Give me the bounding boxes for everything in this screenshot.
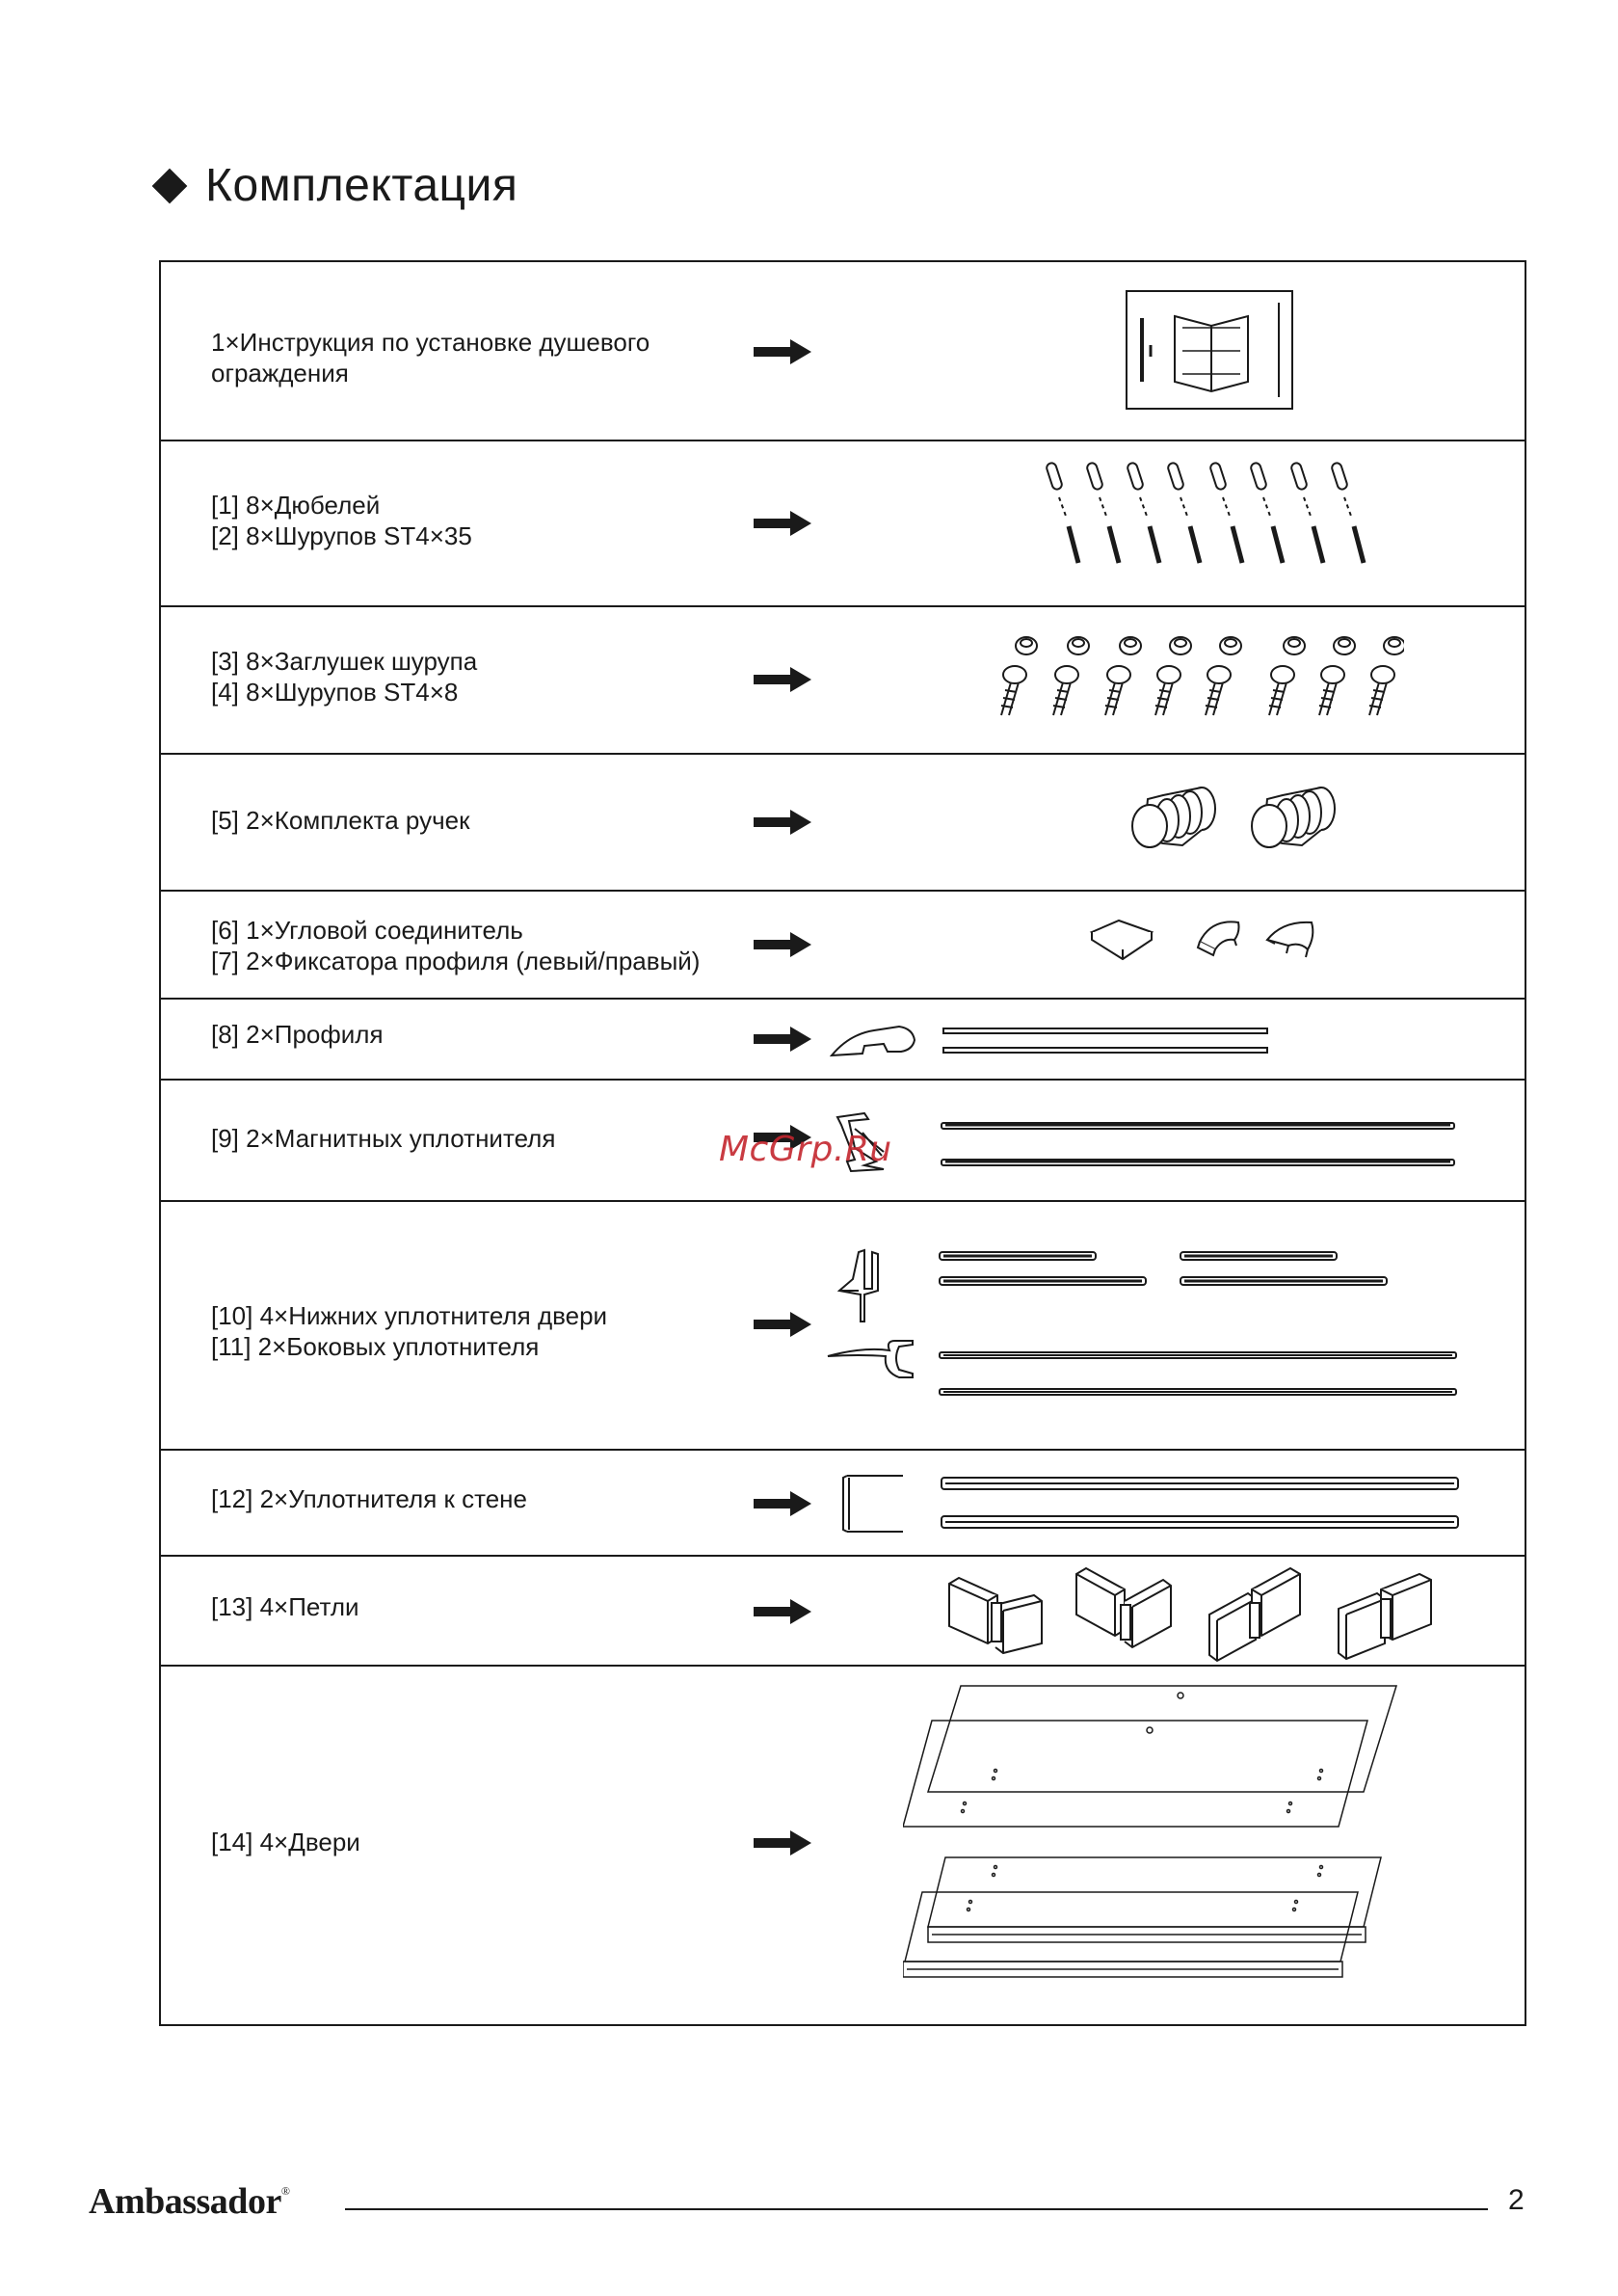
hinges-icon xyxy=(947,1566,1468,1663)
item-line: [13] 4×Петли xyxy=(211,1592,359,1621)
item-label xyxy=(211,1123,555,1154)
item-line: 1×Инструкция по установке душевого xyxy=(211,328,650,357)
brand-name: Ambassador xyxy=(89,2181,281,2222)
manual-booklet-icon xyxy=(1125,289,1298,413)
arrow-right-icon xyxy=(754,1025,813,1054)
item-label xyxy=(211,646,477,707)
arrow-right-icon xyxy=(754,808,813,837)
arrow-right-icon xyxy=(754,1597,813,1626)
item-line: [3] 8×Заглушек шурупа xyxy=(211,647,478,676)
page-title: Комплектация xyxy=(205,160,518,211)
section-heading xyxy=(157,159,517,212)
page-number: 2 xyxy=(1508,2184,1525,2216)
brand-logo xyxy=(89,2180,289,2223)
table-row xyxy=(161,441,1525,607)
table-row xyxy=(161,1000,1525,1081)
connector-and-retainers-icon xyxy=(1084,911,1354,978)
item-label xyxy=(211,1019,384,1050)
table-row xyxy=(161,1667,1525,2026)
glass-doors-icon xyxy=(903,1684,1481,2012)
item-label xyxy=(211,490,472,551)
arrow-right-icon xyxy=(754,509,813,538)
table-row xyxy=(161,892,1525,1000)
footer-divider xyxy=(345,2208,1488,2210)
screw-caps-and-screws-icon xyxy=(999,634,1404,750)
item-label xyxy=(211,327,650,388)
item-line: [2] 8×Шурупов ST4×35 xyxy=(211,521,472,550)
wall-seals-icon xyxy=(836,1470,1618,1539)
table-row xyxy=(161,1451,1525,1557)
item-line: [14] 4×Двери xyxy=(211,1828,360,1856)
arrow-right-icon xyxy=(754,1489,813,1518)
item-label xyxy=(211,915,700,976)
item-label xyxy=(211,1591,359,1622)
item-line: [11] 2×Боковых уплотнителя xyxy=(211,1332,540,1361)
item-line: [4] 8×Шурупов ST4×8 xyxy=(211,678,459,707)
arrow-right-icon xyxy=(754,1829,813,1857)
item-line: [7] 2×Фиксатора профиля (левый/правый) xyxy=(211,947,701,975)
table-row xyxy=(161,262,1525,441)
item-line: ограждения xyxy=(211,359,349,387)
registered-mark: ® xyxy=(280,2184,290,2198)
arrow-right-icon xyxy=(754,337,813,366)
dowels-and-screws-icon xyxy=(1028,449,1375,594)
item-label xyxy=(211,1827,360,1857)
item-line: [9] 2×Магнитных уплотнителя xyxy=(211,1124,556,1153)
table-row xyxy=(161,755,1525,892)
handles-icon xyxy=(1125,786,1375,863)
door-seals-icon xyxy=(826,1244,1618,1437)
item-line: [8] 2×Профиля xyxy=(211,1020,384,1049)
watermark: McGrp.Ru xyxy=(719,1130,892,1169)
item-line: [10] 4×Нижних уплотнителя двери xyxy=(211,1301,608,1330)
arrow-right-icon xyxy=(754,665,813,694)
item-label xyxy=(211,805,469,836)
magnetic-seals-icon xyxy=(826,1109,1616,1183)
table-row xyxy=(161,607,1525,755)
table-row xyxy=(161,1557,1525,1667)
item-line: [12] 2×Уплотнителя к стене xyxy=(211,1484,527,1513)
profiles-icon xyxy=(830,1017,1446,1065)
item-label xyxy=(211,1300,607,1362)
arrow-right-icon xyxy=(754,1310,813,1339)
item-line: [1] 8×Дюбелей xyxy=(211,491,381,520)
item-line: [6] 1×Угловой соединитель xyxy=(211,916,523,945)
table-row xyxy=(161,1202,1525,1451)
diamond-bullet-icon xyxy=(152,168,188,203)
item-label xyxy=(211,1483,527,1514)
arrow-right-icon xyxy=(754,930,813,959)
item-line: [5] 2×Комплекта ручек xyxy=(211,806,470,835)
